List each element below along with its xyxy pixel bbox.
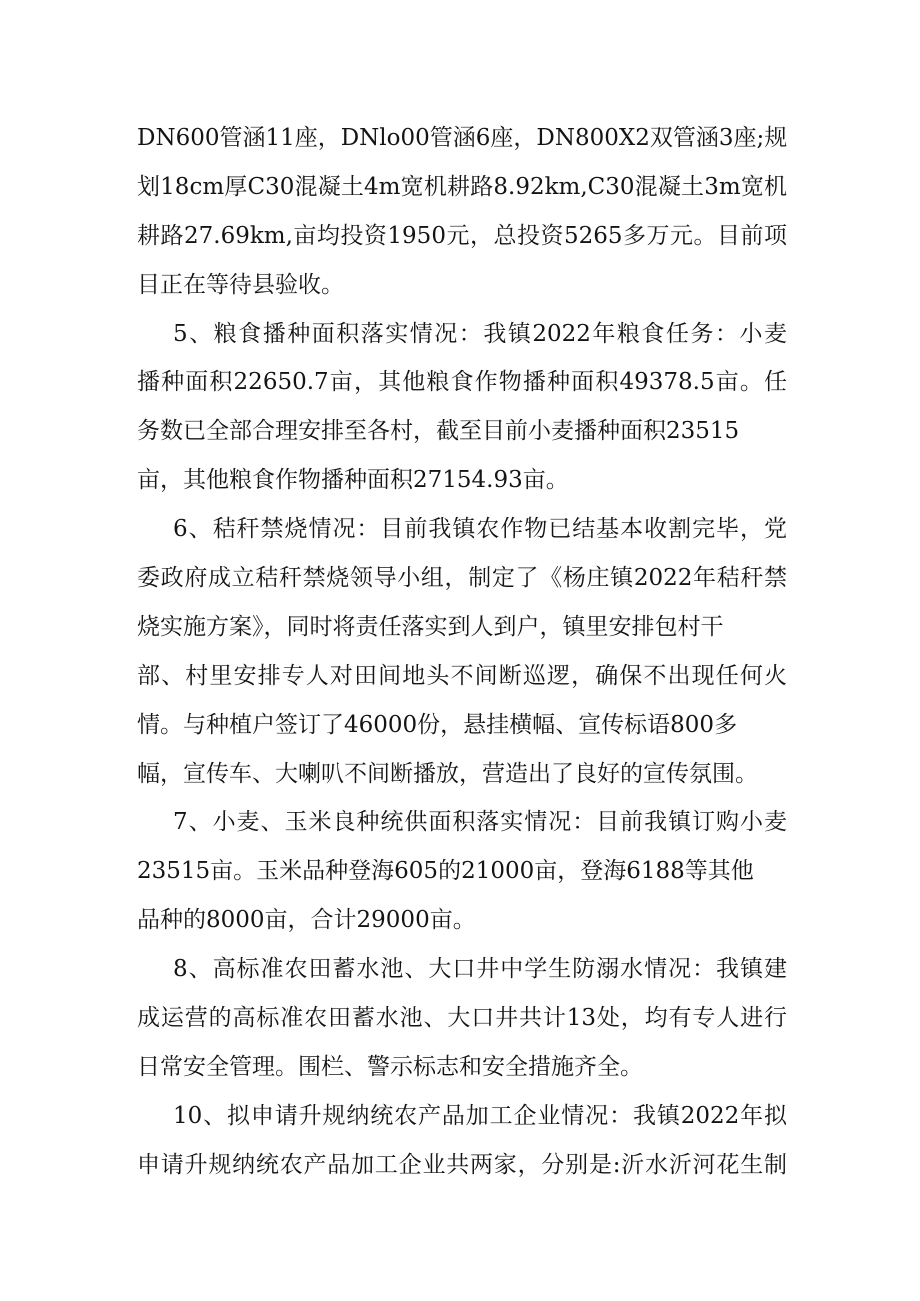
paragraph-start-line: 5、粮食播种面积落实情况：我镇2022年粮食任务：小麦 bbox=[173, 320, 787, 347]
text-line: 划18cm厚C30混凝土4m宽机耕路8.92km,C30混凝土3m宽机 bbox=[137, 173, 787, 200]
text-line: 烧实施方案》，同时将责任落实到人到户，镇里安排包村干 bbox=[137, 613, 724, 640]
text-line: 播种面积22650.7亩，其他粮食作物播种面积49378.5亩。任 bbox=[137, 369, 787, 396]
text-line: 委政府成立秸秆禁烧领导小组，制定了《杨庄镇2022年秸秆禁 bbox=[137, 565, 787, 592]
text-line: 务数已全部合理安排至各村，截至目前小麦播种面积23515 bbox=[137, 418, 740, 445]
document-body bbox=[137, 114, 787, 1190]
paragraph-start-line: 8、高标准农田蓄水池、大口井中学生防溺水情况：我镇建 bbox=[173, 956, 787, 983]
paragraph-start-line: 10、拟申请升规纳统农产品加工企业情况：我镇2022年拟 bbox=[173, 1102, 787, 1129]
paragraph-start-line: 6、秸秆禁烧情况：目前我镇农作物已结基本收割完毕，党 bbox=[173, 516, 787, 543]
text-line: DN600管涵11座，DNlo00管涵6座，DN800X2双管涵3座;规 bbox=[137, 125, 788, 151]
text-line: 幅，宣传车、大喇叭不间断播放，营造出了良好的宣传氛围。 bbox=[137, 760, 758, 787]
text-line: 成运营的高标准农田蓄水池、大口井共计13处，均有专人进行 bbox=[137, 1005, 787, 1032]
text-line: 部、村里安排专人对田间地头不间断巡逻，确保不出现任何火 bbox=[137, 662, 787, 689]
text-line: 情。与种植户签订了46000份，悬挂横幅、宣传标语800多 bbox=[137, 711, 738, 738]
text-line: 23515亩。玉米品种登海605的21000亩，登海6188等其他 bbox=[137, 858, 754, 885]
text-line: 亩，其他粮食作物播种面积27154.93亩。 bbox=[137, 467, 569, 494]
text-line: 日常安全管理。围栏、警示标志和安全措施齐全。 bbox=[137, 1053, 643, 1080]
text-line: 耕路27.69km,亩均投资1950元，总投资5265多万元。目前项 bbox=[137, 222, 787, 249]
paragraph-start-line: 7、小麦、玉米良种统供面积落实情况：目前我镇订购小麦 bbox=[173, 809, 787, 836]
text-line: 品种的8000亩，合计29000亩。 bbox=[137, 907, 476, 934]
text-line: 目正在等待县验收。 bbox=[137, 271, 344, 298]
text-line: 申请升规纳统农产品加工企业共两家，分别是:沂水沂河花生制 bbox=[137, 1151, 787, 1178]
